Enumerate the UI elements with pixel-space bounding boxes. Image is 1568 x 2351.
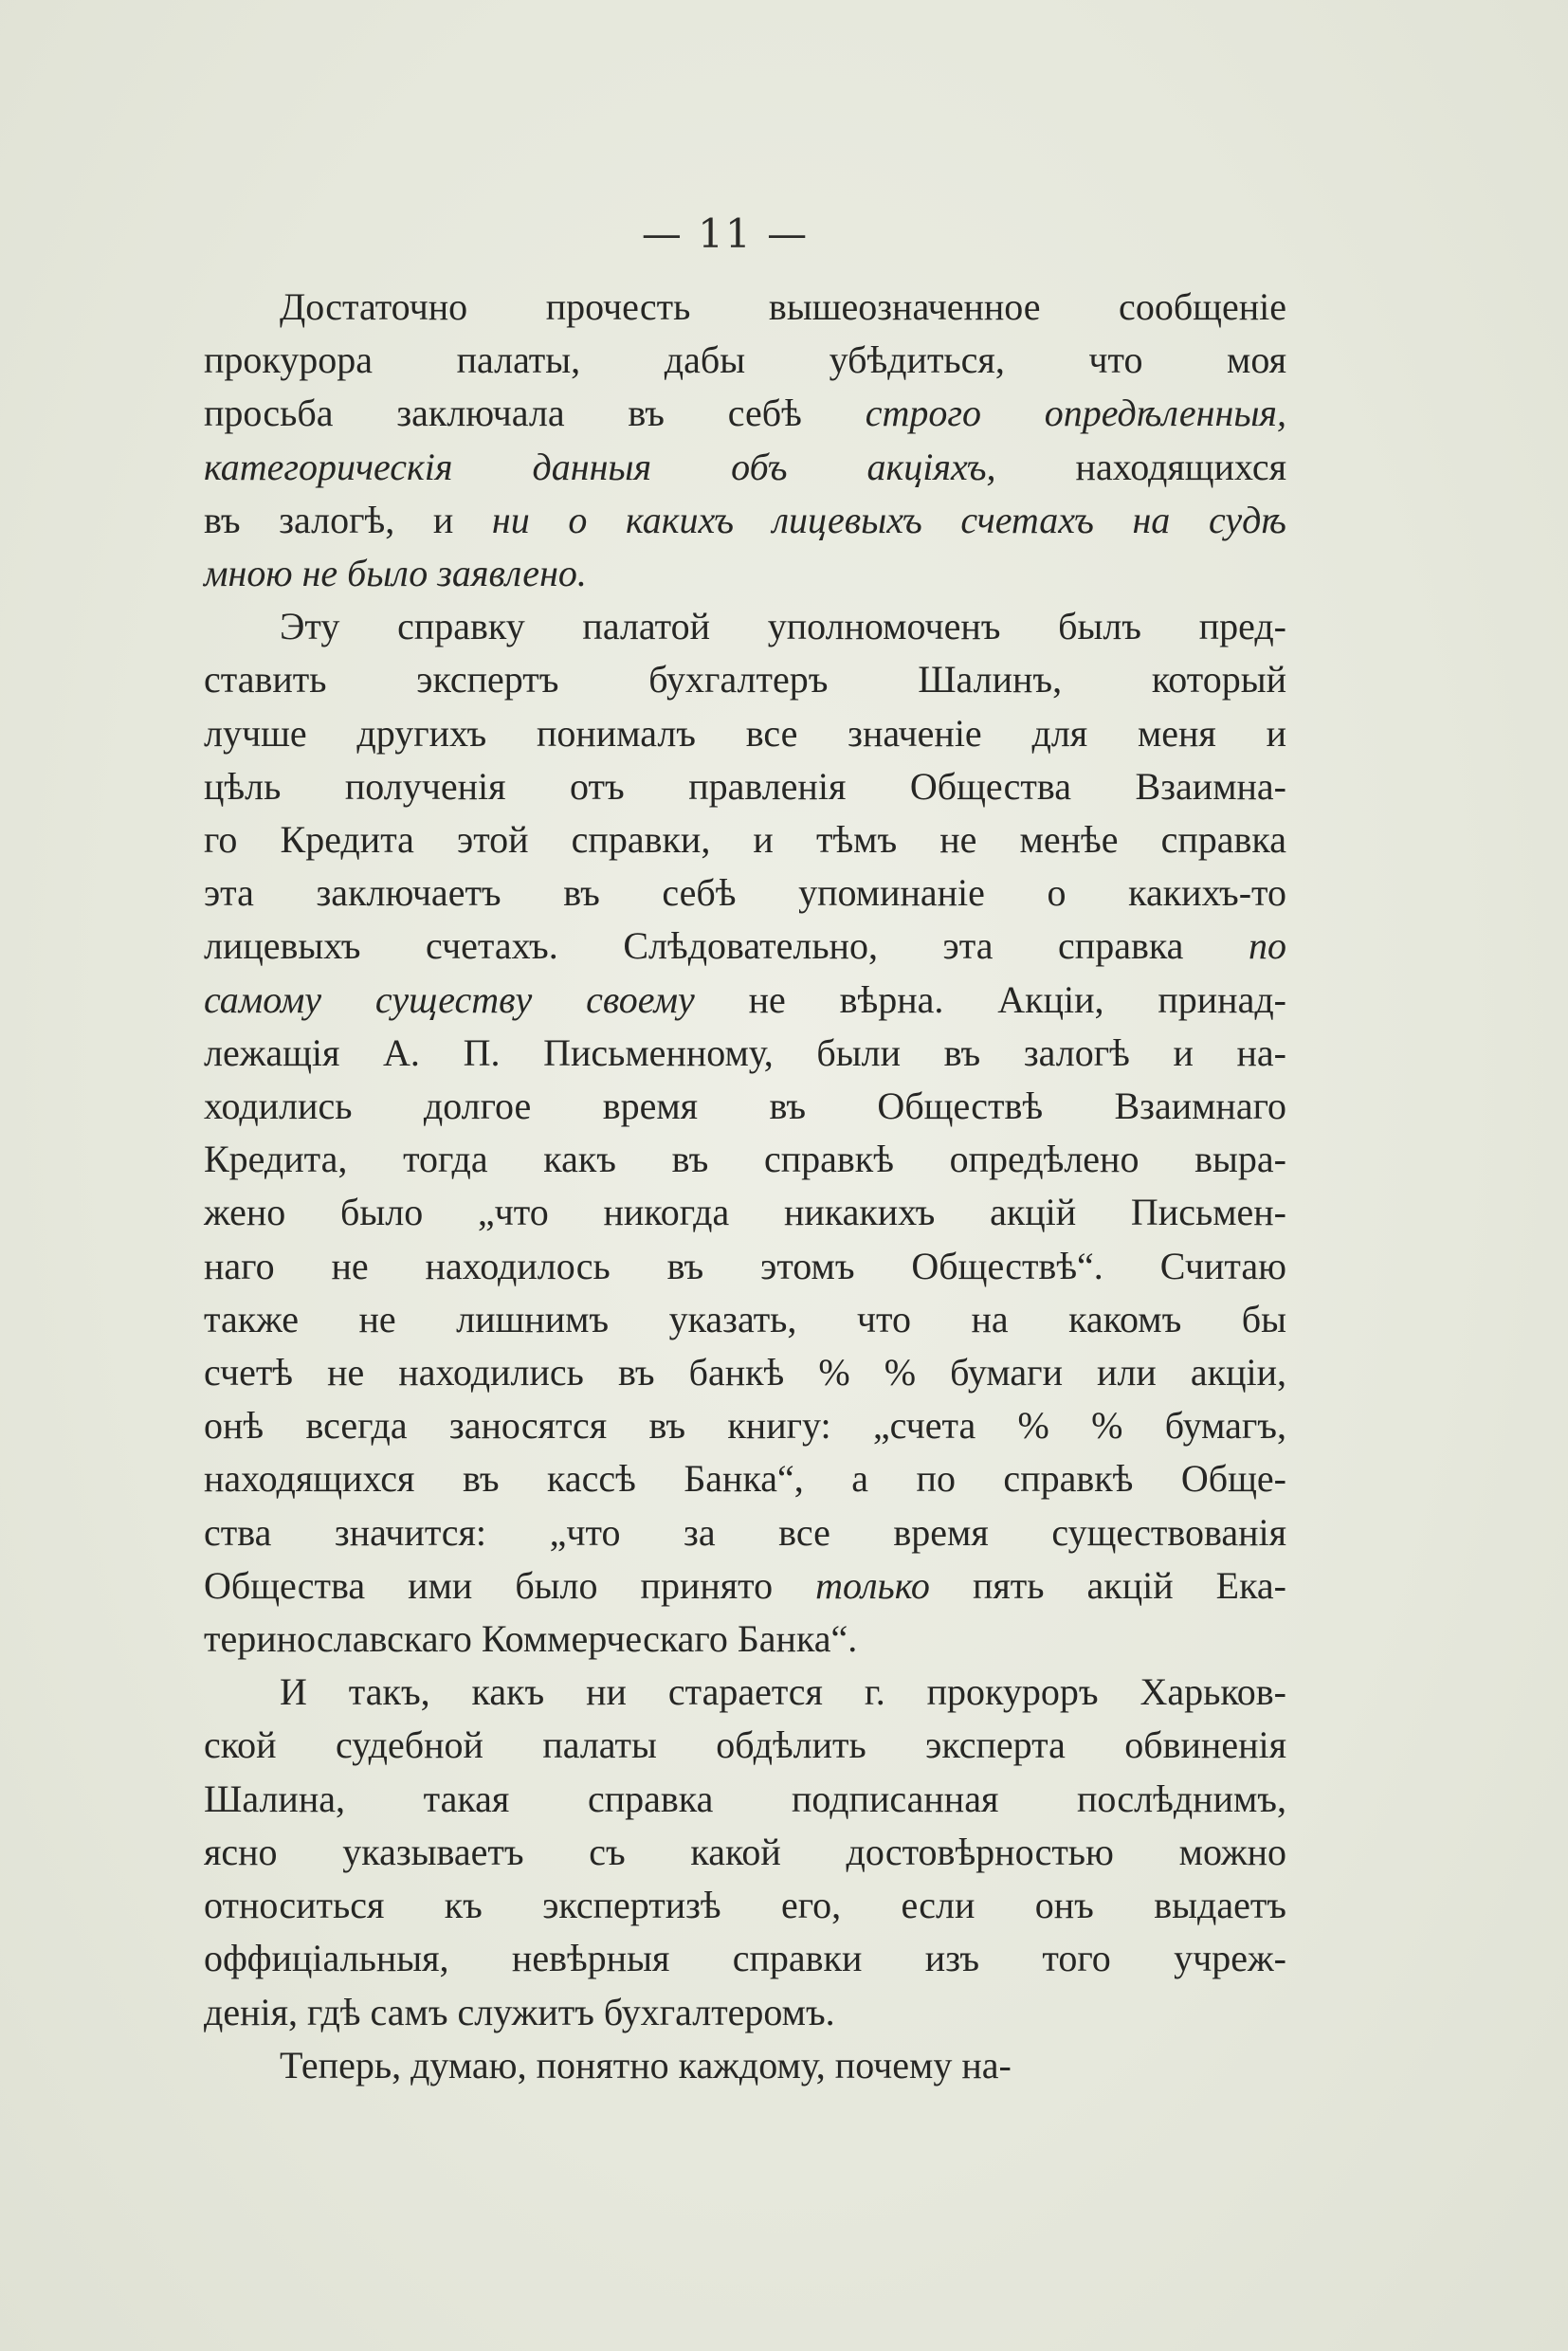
text-line — [204, 2039, 1286, 2092]
text-line — [204, 600, 1286, 653]
paragraph — [204, 600, 1286, 1666]
text-run: Эту справку палатой уполномоченъ былъ пред- — [280, 605, 1286, 648]
text-line — [204, 1773, 1286, 1826]
text-line — [204, 1080, 1286, 1133]
text-line — [204, 813, 1286, 866]
text-line — [204, 387, 1286, 440]
italic-phrase: строго опредѣленныя, — [865, 392, 1287, 435]
text-run: го Кредита этой справки, и тѣмъ не менѣе справка — [204, 818, 1286, 862]
text-run: жено было „что никогда никакихъ акцiй Письмен- — [204, 1191, 1286, 1234]
text-run: Кредита, тогда какъ въ справкѣ опредѣлено выра- — [204, 1138, 1286, 1181]
body-text — [204, 281, 1286, 2092]
text-run: ской судебной палаты обдѣлить эксперта обвиненiя — [204, 1723, 1286, 1767]
text-run: въ залогѣ, и — [204, 498, 492, 541]
text-line — [204, 547, 1286, 600]
text-line — [204, 441, 1286, 494]
text-run: находящихся въ кассѣ Банка“, а по справкѣ Обще- — [204, 1457, 1286, 1501]
text-run: лучше другихъ понималъ все значенiе для меня и — [204, 711, 1286, 755]
text-run: Достаточно прочесть вышеозначенное сообщенiе — [280, 285, 1286, 328]
text-line — [204, 920, 1286, 973]
text-run: онѣ всегда заносятся въ книгу: „счета % % бумагъ, — [204, 1404, 1286, 1448]
italic-phrase: ни о какихъ лицевыхъ счетахъ на судѣ — [491, 498, 1286, 541]
paragraph — [204, 281, 1286, 600]
text-line — [204, 1133, 1286, 1186]
text-run: не вѣрна. Акцiи, принад- — [694, 977, 1286, 1021]
italic-phrase: мною не было заявлено. — [204, 552, 587, 595]
text-run: ясно указываетъ съ какой достовѣрностью можно — [204, 1830, 1286, 1873]
text-run: Общества ими было принято — [204, 1563, 816, 1607]
text-run: Шалина, такая справка подписанная послѣднимъ, — [204, 1777, 1286, 1820]
text-run: находящихся — [995, 445, 1286, 488]
text-line — [204, 1879, 1286, 1932]
text-run: оффицiальныя, невѣрныя справки изъ того учреж- — [204, 1937, 1286, 1980]
text-line — [204, 1613, 1286, 1666]
text-run: цѣль полученiя отъ правленiя Общества Взаимна- — [204, 764, 1286, 808]
text-run: пять акцiй Ека- — [929, 1563, 1286, 1607]
text-line — [204, 1666, 1286, 1719]
text-run: наго не находилось въ этомъ Обществѣ“. Считаю — [204, 1244, 1286, 1287]
text-line — [204, 760, 1286, 813]
text-line — [204, 1506, 1286, 1559]
text-run: И такъ, какъ ни старается г. прокуроръ Харьков- — [280, 1670, 1286, 1714]
text-line — [204, 1559, 1286, 1613]
text-line — [204, 494, 1286, 547]
italic-phrase: по — [1249, 924, 1286, 968]
text-line — [204, 1186, 1286, 1239]
text-line — [204, 1293, 1286, 1346]
text-line — [204, 281, 1286, 334]
italic-phrase: только — [815, 1563, 930, 1607]
text-line — [204, 707, 1286, 760]
text-line — [204, 1346, 1286, 1399]
text-run: теринославскаго Коммерческаго Банка“. — [204, 1617, 858, 1661]
page-number: — 11 — — [641, 210, 810, 257]
text-line — [204, 1027, 1286, 1080]
text-run: ства значится: „что за все время существованiя — [204, 1510, 1286, 1554]
text-run: относиться къ экспертизѣ его, если онъ выдаетъ — [204, 1884, 1286, 1927]
text-run: лежащiя А. П. Письменному, были въ залогѣ и на- — [204, 1030, 1286, 1074]
text-line — [204, 1719, 1286, 1772]
text-run: эта заключаетъ въ себѣ упоминанiе о какихъ-то — [204, 871, 1286, 915]
text-line — [204, 1399, 1286, 1452]
text-line — [204, 334, 1286, 387]
text-run: Теперь, думаю, понятно каждому, почему на- — [280, 2043, 1012, 2087]
text-run: прокурора палаты, дабы убѣдиться, что моя — [204, 338, 1286, 382]
paragraph — [204, 2039, 1286, 2092]
italic-phrase: категорическiя данныя объ акцiяхъ, — [204, 445, 996, 488]
text-run: ставить экспертъ бухгалтеръ Шалинъ, который — [204, 658, 1286, 702]
text-run: просьба заключала въ себѣ — [204, 392, 866, 435]
text-line — [204, 1452, 1286, 1505]
text-line — [204, 1932, 1286, 1985]
paragraph — [204, 1666, 1286, 2038]
text-line — [204, 653, 1286, 706]
text-line — [204, 1240, 1286, 1293]
text-run: лицевыхъ счетахъ. Слѣдовательно, эта справка — [204, 924, 1249, 968]
text-line — [204, 1986, 1286, 2039]
text-line — [204, 866, 1286, 920]
text-line — [204, 974, 1286, 1027]
text-run: счетѣ не находились въ банкѣ % % бумаги или акцiи, — [204, 1351, 1286, 1394]
italic-phrase: самому существу своему — [204, 977, 695, 1021]
text-run: денiя, гдѣ самъ служитъ бухгалтеромъ. — [204, 1990, 835, 2033]
text-line — [204, 1826, 1286, 1879]
text-run: также не лишнимъ указать, что на какомъ бы — [204, 1297, 1286, 1340]
text-run: ходились долгое время въ Обществѣ Взаимнаго — [204, 1084, 1286, 1128]
